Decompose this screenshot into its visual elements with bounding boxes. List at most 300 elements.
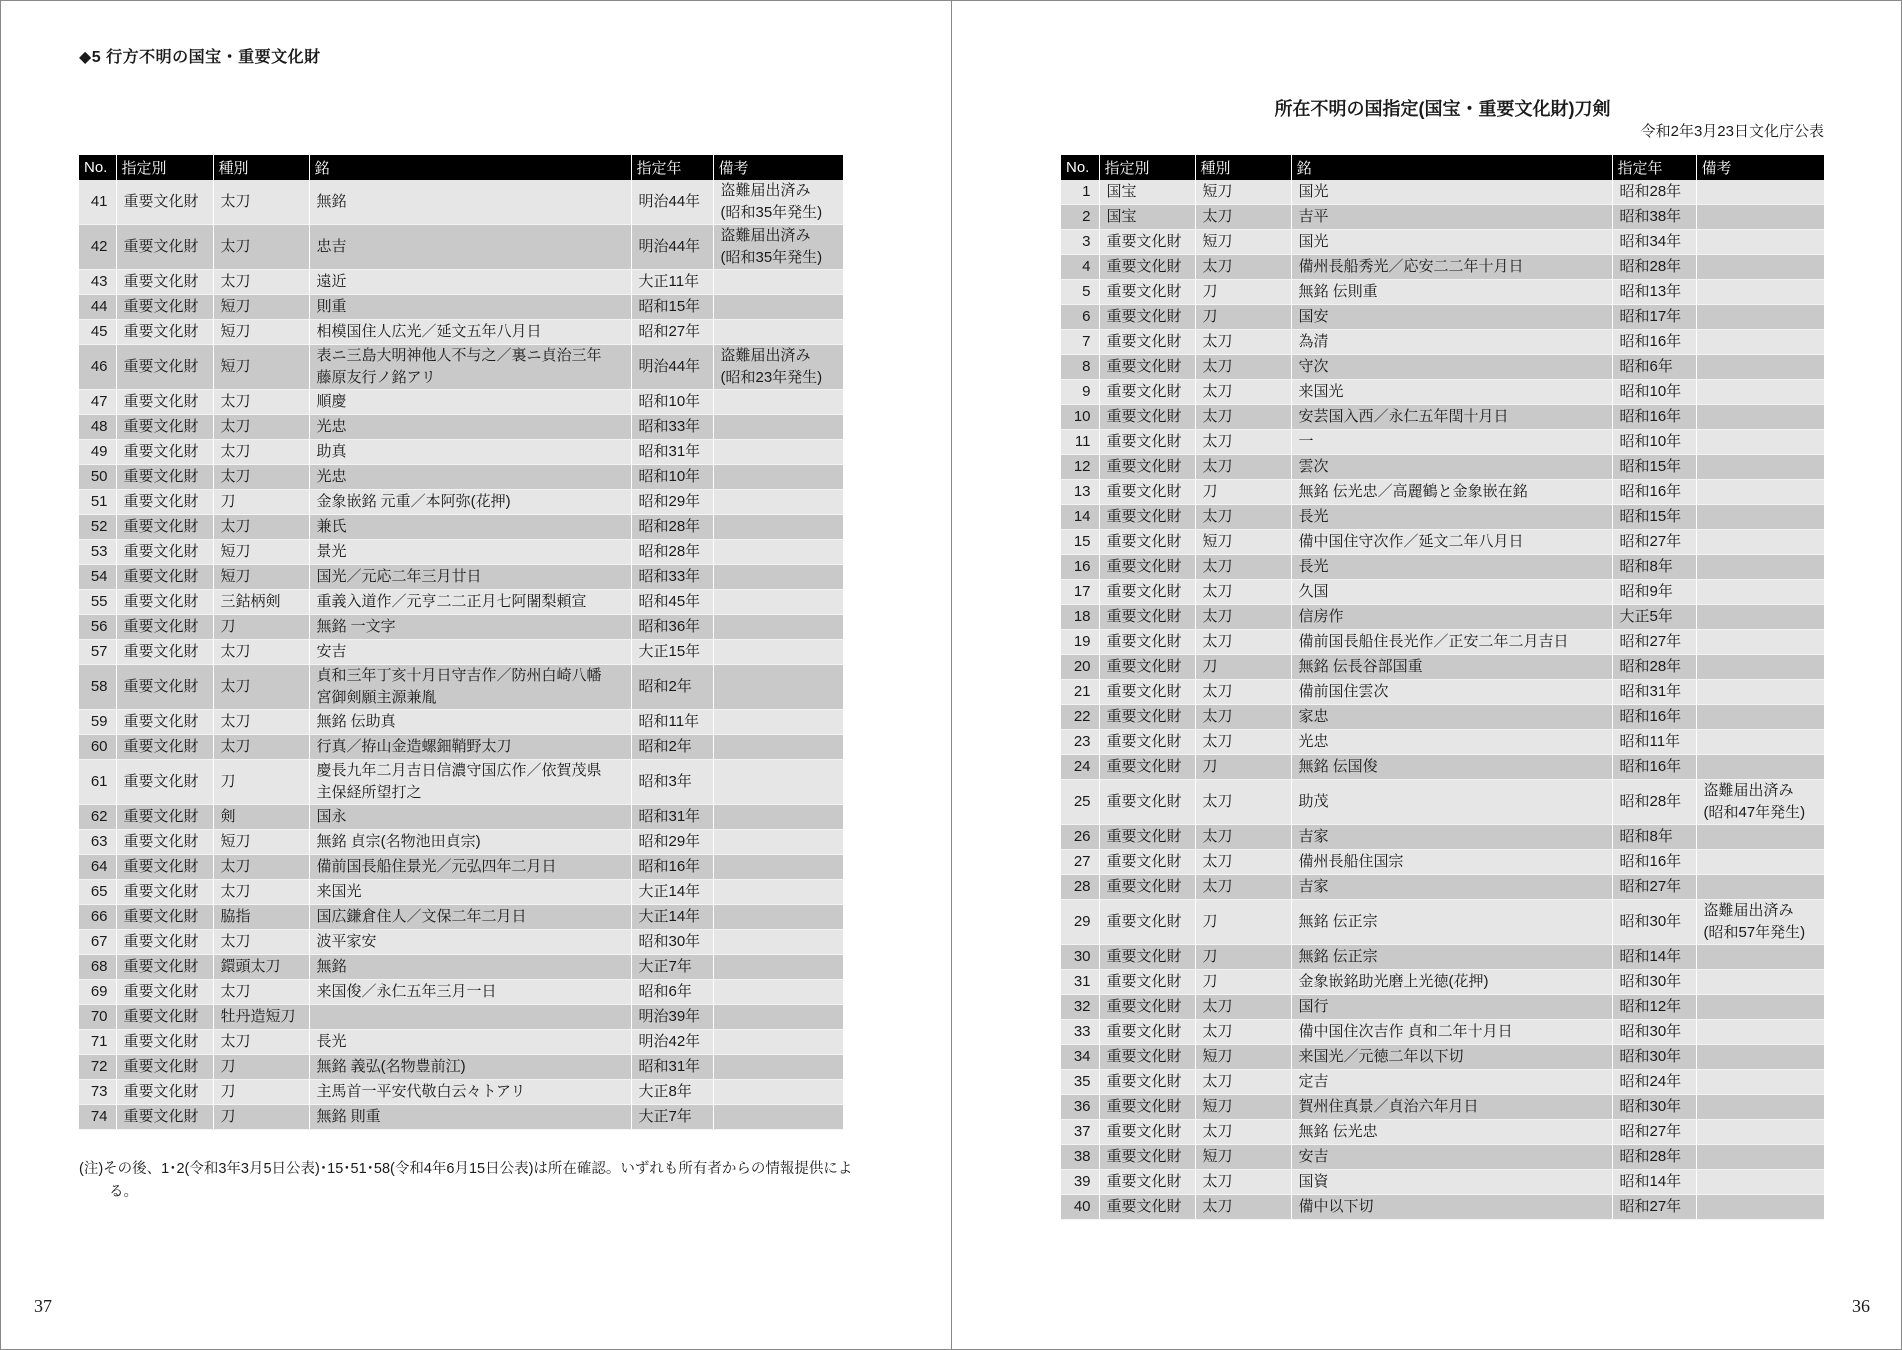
- cell-designation: 重要文化財: [116, 1055, 213, 1080]
- table-row: [1061, 405, 1824, 430]
- cell-inscription: 無銘 伝則重: [1291, 280, 1612, 305]
- cell-type: 刀: [1195, 655, 1291, 680]
- cell-designation-year: 昭和8年: [1612, 825, 1696, 850]
- cell-designation: 重要文化財: [1099, 780, 1195, 825]
- cell-type: 短刀: [1195, 1045, 1291, 1070]
- cell-designation-year: 明治44年: [631, 180, 713, 225]
- cell-remarks: [1696, 680, 1824, 705]
- cell-designation: 重要文化財: [1099, 825, 1195, 850]
- cell-no: 62: [79, 805, 116, 830]
- cell-designation: 重要文化財: [116, 590, 213, 615]
- cell-inscription: 慶長九年二月吉日信濃守国広作／依賀茂県 主保経所望打之: [309, 760, 631, 805]
- cell-designation: 重要文化財: [1099, 505, 1195, 530]
- cell-designation: 重要文化財: [116, 540, 213, 565]
- cell-no: 64: [79, 855, 116, 880]
- table-row: [79, 805, 843, 830]
- cell-no: 1: [1061, 180, 1099, 205]
- cell-type: 太刀: [213, 930, 309, 955]
- cell-type: 剣: [213, 805, 309, 830]
- table-row: [1061, 850, 1824, 875]
- cell-designation-year: 昭和16年: [1612, 850, 1696, 875]
- table-row: [1061, 1045, 1824, 1070]
- cell-inscription: 来国光: [309, 880, 631, 905]
- table-row: [1061, 430, 1824, 455]
- cell-designation-year: 昭和27年: [1612, 875, 1696, 900]
- cell-designation: 重要文化財: [1099, 255, 1195, 280]
- table-row: [1061, 330, 1824, 355]
- cell-designation-year: 大正5年: [1612, 605, 1696, 630]
- cell-type: 短刀: [213, 320, 309, 345]
- cell-inscription: 吉平: [1291, 205, 1612, 230]
- cell-no: 56: [79, 615, 116, 640]
- cell-designation-year: 昭和29年: [631, 830, 713, 855]
- cell-type: 太刀: [213, 390, 309, 415]
- cell-type: 太刀: [1195, 255, 1291, 280]
- cell-remarks: [1696, 330, 1824, 355]
- cell-designation-year: 昭和3年: [631, 760, 713, 805]
- table-row: [79, 640, 843, 665]
- cell-inscription: 安吉: [309, 640, 631, 665]
- cell-no: 3: [1061, 230, 1099, 255]
- cell-designation: 重要文化財: [1099, 875, 1195, 900]
- cell-inscription: 国広鎌倉住人／文保二年二月日: [309, 905, 631, 930]
- table-row: [1061, 705, 1824, 730]
- cell-remarks: [713, 270, 843, 295]
- cell-designation: 重要文化財: [1099, 405, 1195, 430]
- cell-designation: 重要文化財: [1099, 970, 1195, 995]
- cell-designation-year: 昭和28年: [631, 540, 713, 565]
- cell-type: 太刀: [213, 880, 309, 905]
- cell-designation-year: 昭和17年: [1612, 305, 1696, 330]
- cell-no: 69: [79, 980, 116, 1005]
- cell-designation: 重要文化財: [116, 390, 213, 415]
- cell-remarks: [713, 830, 843, 855]
- cell-type: 太刀: [1195, 405, 1291, 430]
- cell-no: 15: [1061, 530, 1099, 555]
- cell-designation-year: 昭和28年: [1612, 180, 1696, 205]
- cell-designation-year: 昭和45年: [631, 590, 713, 615]
- cell-no: 37: [1061, 1120, 1099, 1145]
- cell-no: 11: [1061, 430, 1099, 455]
- cell-designation: 重要文化財: [1099, 850, 1195, 875]
- cell-inscription: 無銘 貞宗(名物池田貞宗): [309, 830, 631, 855]
- cell-designation-year: 昭和10年: [1612, 380, 1696, 405]
- table-row: [79, 415, 843, 440]
- cell-no: 32: [1061, 995, 1099, 1020]
- cell-designation: 重要文化財: [1099, 1095, 1195, 1120]
- cell-type: 鐶頭太刀: [213, 955, 309, 980]
- cell-designation: 重要文化財: [116, 665, 213, 710]
- cell-designation-year: 昭和31年: [631, 1055, 713, 1080]
- cell-designation: 重要文化財: [116, 955, 213, 980]
- cell-designation: 重要文化財: [1099, 305, 1195, 330]
- cell-type: 太刀: [213, 270, 309, 295]
- cell-no: 40: [1061, 1195, 1099, 1220]
- cell-inscription: 国光: [1291, 180, 1612, 205]
- cell-designation-year: 昭和12年: [1612, 995, 1696, 1020]
- cell-designation-year: 昭和27年: [1612, 530, 1696, 555]
- cell-no: 44: [79, 295, 116, 320]
- cell-type: 太刀: [1195, 580, 1291, 605]
- cell-designation: 重要文化財: [116, 640, 213, 665]
- table-row: [1061, 505, 1824, 530]
- cell-no: 65: [79, 880, 116, 905]
- cell-designation: 重要文化財: [1099, 430, 1195, 455]
- cell-remarks: [1696, 230, 1824, 255]
- cell-inscription: 来国光: [1291, 380, 1612, 405]
- footnote: (注)その後、1･2(令和3年3月5日公表)･15･51･58(令和4年6月15日公表)は所在確認。いずれも所有者からの情報提供による。: [79, 1161, 853, 1200]
- cell-inscription: 順慶: [309, 390, 631, 415]
- cell-inscription: 国光／元応二年三月廿日: [309, 565, 631, 590]
- cell-designation-year: 昭和15年: [631, 295, 713, 320]
- cell-type: 太刀: [1195, 825, 1291, 850]
- table-row: [79, 225, 843, 270]
- cell-inscription: 来国俊／永仁五年三月一日: [309, 980, 631, 1005]
- table-row: [1061, 305, 1824, 330]
- cell-remarks: [713, 1030, 843, 1055]
- cell-designation-year: 昭和31年: [631, 805, 713, 830]
- cell-type: 太刀: [1195, 1195, 1291, 1220]
- cell-designation-year: 昭和24年: [1612, 1070, 1696, 1095]
- cell-designation-year: 昭和33年: [631, 415, 713, 440]
- cell-type: 太刀: [213, 225, 309, 270]
- cell-designation: 重要文化財: [116, 1005, 213, 1030]
- cell-remarks: [713, 930, 843, 955]
- cell-inscription: 主馬首一平安代敬白云々トアリ: [309, 1080, 631, 1105]
- cell-designation-year: 大正14年: [631, 905, 713, 930]
- table-header-row: [1061, 155, 1824, 180]
- cell-remarks: [713, 465, 843, 490]
- cell-no: 31: [1061, 970, 1099, 995]
- cell-no: 22: [1061, 705, 1099, 730]
- cell-type: 太刀: [213, 665, 309, 710]
- cell-type: 太刀: [213, 180, 309, 225]
- cell-type: 刀: [213, 1055, 309, 1080]
- cell-designation-year: 昭和28年: [1612, 655, 1696, 680]
- cell-inscription: 無銘 伝長谷部国重: [1291, 655, 1612, 680]
- cell-inscription: 遠近: [309, 270, 631, 295]
- cell-designation-year: 明治44年: [631, 345, 713, 390]
- cell-inscription: 長光: [1291, 505, 1612, 530]
- cell-inscription: 備前国長船住景光／元弘四年二月日: [309, 855, 631, 880]
- column-header-designation-year: 指定年: [631, 155, 713, 180]
- cell-type: 短刀: [213, 565, 309, 590]
- table-row: [79, 980, 843, 1005]
- cell-inscription: 助真: [309, 440, 631, 465]
- cell-no: 20: [1061, 655, 1099, 680]
- section-heading: ◆5 行方不明の国宝・重要文化財: [79, 49, 321, 66]
- cell-no: 54: [79, 565, 116, 590]
- cell-no: 10: [1061, 405, 1099, 430]
- cell-remarks: [713, 955, 843, 980]
- table-row: [1061, 480, 1824, 505]
- cell-inscription: 信房作: [1291, 605, 1612, 630]
- table-row: [1061, 1120, 1824, 1145]
- cell-type: 刀: [1195, 900, 1291, 945]
- cell-no: 42: [79, 225, 116, 270]
- cell-inscription: 国永: [309, 805, 631, 830]
- cell-inscription: 備前国住雲次: [1291, 680, 1612, 705]
- cell-inscription: 兼氏: [309, 515, 631, 540]
- cell-type: 刀: [1195, 945, 1291, 970]
- cell-no: 21: [1061, 680, 1099, 705]
- cell-remarks: 盗難届出済み (昭和35年発生): [713, 180, 843, 225]
- cell-inscription: 光忠: [309, 465, 631, 490]
- cell-remarks: [1696, 305, 1824, 330]
- cell-type: 刀: [1195, 755, 1291, 780]
- cell-remarks: [1696, 850, 1824, 875]
- cell-remarks: [1696, 505, 1824, 530]
- cell-type: 太刀: [1195, 1170, 1291, 1195]
- cell-designation: 重要文化財: [116, 440, 213, 465]
- table-row: [79, 735, 843, 760]
- cell-no: 71: [79, 1030, 116, 1055]
- cell-remarks: [1696, 480, 1824, 505]
- cell-designation-year: 昭和8年: [1612, 555, 1696, 580]
- cell-inscription: 備中国住次吉作 貞和二年十月日: [1291, 1020, 1612, 1045]
- cell-designation: 重要文化財: [116, 1080, 213, 1105]
- cell-remarks: [1696, 555, 1824, 580]
- cell-type: 三鈷柄剣: [213, 590, 309, 615]
- cell-designation-year: 昭和28年: [1612, 780, 1696, 825]
- cell-remarks: [1696, 705, 1824, 730]
- cell-designation-year: 昭和16年: [1612, 405, 1696, 430]
- cell-remarks: [1696, 655, 1824, 680]
- cell-type: 太刀: [1195, 205, 1291, 230]
- cell-designation: 重要文化財: [1099, 1145, 1195, 1170]
- cell-no: 6: [1061, 305, 1099, 330]
- table-row: [1061, 605, 1824, 630]
- column-header-no: No.: [1061, 155, 1099, 180]
- cell-designation: 重要文化財: [1099, 605, 1195, 630]
- table-row: [79, 1080, 843, 1105]
- cell-designation-year: 大正8年: [631, 1080, 713, 1105]
- cell-designation: 重要文化財: [116, 415, 213, 440]
- cell-remarks: [1696, 355, 1824, 380]
- cell-remarks: [713, 490, 843, 515]
- publication-date: 令和2年3月23日文化庁公表: [1640, 123, 1824, 140]
- cell-remarks: [713, 440, 843, 465]
- cell-remarks: [713, 615, 843, 640]
- cell-inscription: 光忠: [309, 415, 631, 440]
- cell-designation: 重要文化財: [116, 930, 213, 955]
- page-number-left: 37: [34, 1296, 52, 1316]
- cell-no: 17: [1061, 580, 1099, 605]
- cell-type: 脇指: [213, 905, 309, 930]
- cell-remarks: [713, 1005, 843, 1030]
- cell-no: 19: [1061, 630, 1099, 655]
- column-header-type: 種別: [1195, 155, 1291, 180]
- cell-type: 太刀: [1195, 995, 1291, 1020]
- missing-swords-table-continued: [79, 155, 843, 1130]
- cell-designation: 重要文化財: [116, 1030, 213, 1055]
- cell-remarks: [713, 980, 843, 1005]
- cell-inscription: 国資: [1291, 1170, 1612, 1195]
- cell-designation-year: 昭和27年: [1612, 630, 1696, 655]
- cell-designation: 重要文化財: [116, 515, 213, 540]
- table-row: [1061, 1145, 1824, 1170]
- table-row: [79, 1055, 843, 1080]
- cell-designation: 重要文化財: [1099, 945, 1195, 970]
- cell-remarks: [1696, 580, 1824, 605]
- cell-designation-year: 明治39年: [631, 1005, 713, 1030]
- cell-no: 50: [79, 465, 116, 490]
- cell-no: 72: [79, 1055, 116, 1080]
- cell-type: 短刀: [213, 540, 309, 565]
- cell-no: 9: [1061, 380, 1099, 405]
- cell-designation: 重要文化財: [1099, 380, 1195, 405]
- table-row: [79, 295, 843, 320]
- table-row: [79, 320, 843, 345]
- cell-no: 36: [1061, 1095, 1099, 1120]
- cell-designation: 重要文化財: [116, 225, 213, 270]
- cell-inscription: 久国: [1291, 580, 1612, 605]
- cell-designation: 重要文化財: [116, 270, 213, 295]
- table-row: [1061, 280, 1824, 305]
- table-row: [1061, 970, 1824, 995]
- cell-remarks: [713, 565, 843, 590]
- cell-designation-year: 昭和13年: [1612, 280, 1696, 305]
- cell-type: 太刀: [213, 515, 309, 540]
- cell-no: 2: [1061, 205, 1099, 230]
- cell-designation-year: 昭和27年: [1612, 1195, 1696, 1220]
- cell-inscription: 金象嵌銘 元重／本阿弥(花押): [309, 490, 631, 515]
- cell-inscription: 忠吉: [309, 225, 631, 270]
- cell-inscription: 守次: [1291, 355, 1612, 380]
- cell-no: 74: [79, 1105, 116, 1130]
- table-row: [79, 590, 843, 615]
- cell-designation-year: 昭和15年: [1612, 455, 1696, 480]
- cell-designation-year: 昭和6年: [1612, 355, 1696, 380]
- cell-designation: 重要文化財: [116, 880, 213, 905]
- cell-inscription: 景光: [309, 540, 631, 565]
- cell-remarks: [1696, 1095, 1824, 1120]
- cell-remarks: [713, 710, 843, 735]
- cell-no: 70: [79, 1005, 116, 1030]
- table-row: [1061, 1170, 1824, 1195]
- cell-no: 39: [1061, 1170, 1099, 1195]
- cell-designation: 重要文化財: [1099, 1045, 1195, 1070]
- cell-type: 短刀: [1195, 530, 1291, 555]
- cell-remarks: [1696, 1070, 1824, 1095]
- table-row: [1061, 995, 1824, 1020]
- cell-remarks: [713, 295, 843, 320]
- cell-designation-year: 昭和30年: [1612, 1020, 1696, 1045]
- table-row: [1061, 355, 1824, 380]
- cell-designation: 重要文化財: [1099, 730, 1195, 755]
- cell-no: 73: [79, 1080, 116, 1105]
- cell-inscription: 表ニ三島大明神他人不与之／裏ニ貞治三年 藤原友行ノ銘アリ: [309, 345, 631, 390]
- cell-type: 刀: [1195, 305, 1291, 330]
- cell-no: 47: [79, 390, 116, 415]
- table-row: [1061, 1095, 1824, 1120]
- table-row: [1061, 530, 1824, 555]
- cell-inscription: 吉家: [1291, 825, 1612, 850]
- cell-type: 短刀: [213, 295, 309, 320]
- cell-type: 刀: [1195, 970, 1291, 995]
- cell-designation-year: 明治42年: [631, 1030, 713, 1055]
- cell-type: 刀: [1195, 280, 1291, 305]
- cell-no: 7: [1061, 330, 1099, 355]
- cell-remarks: [1696, 755, 1824, 780]
- cell-remarks: 盗難届出済み (昭和35年発生): [713, 225, 843, 270]
- cell-type: 太刀: [213, 465, 309, 490]
- table-row: [79, 440, 843, 465]
- cell-no: 43: [79, 270, 116, 295]
- cell-designation-year: 昭和10年: [631, 465, 713, 490]
- cell-remarks: [713, 390, 843, 415]
- cell-no: 30: [1061, 945, 1099, 970]
- cell-inscription: 無銘 伝国俊: [1291, 755, 1612, 780]
- table-row: [79, 905, 843, 930]
- cell-designation-year: 昭和30年: [1612, 1045, 1696, 1070]
- cell-inscription: 無銘 一文字: [309, 615, 631, 640]
- cell-no: 68: [79, 955, 116, 980]
- cell-no: 23: [1061, 730, 1099, 755]
- column-header-inscription: 銘: [1291, 155, 1612, 180]
- cell-designation-year: 大正11年: [631, 270, 713, 295]
- cell-designation-year: 昭和16年: [1612, 755, 1696, 780]
- table-row: [1061, 455, 1824, 480]
- cell-designation: 重要文化財: [116, 980, 213, 1005]
- cell-no: 53: [79, 540, 116, 565]
- cell-remarks: [713, 760, 843, 805]
- table-row: [1061, 900, 1824, 945]
- cell-no: 13: [1061, 480, 1099, 505]
- cell-type: 太刀: [1195, 730, 1291, 755]
- cell-remarks: [713, 320, 843, 345]
- table-row: [79, 615, 843, 640]
- table-row: [1061, 655, 1824, 680]
- cell-inscription: 国安: [1291, 305, 1612, 330]
- table-row: [79, 1105, 843, 1130]
- cell-designation-year: 昭和29年: [631, 490, 713, 515]
- cell-remarks: [713, 855, 843, 880]
- cell-inscription: 光忠: [1291, 730, 1612, 755]
- document-title: 所在不明の国指定(国宝・重要文化財)刀剣: [1274, 99, 1611, 119]
- cell-remarks: [713, 540, 843, 565]
- cell-no: 28: [1061, 875, 1099, 900]
- cell-designation: 重要文化財: [116, 735, 213, 760]
- cell-no: 12: [1061, 455, 1099, 480]
- cell-designation-year: 大正7年: [631, 955, 713, 980]
- table-row: [79, 710, 843, 735]
- cell-designation: 国宝: [1099, 180, 1195, 205]
- cell-remarks: [1696, 995, 1824, 1020]
- cell-inscription: 家忠: [1291, 705, 1612, 730]
- cell-inscription: 為清: [1291, 330, 1612, 355]
- cell-designation: 重要文化財: [1099, 580, 1195, 605]
- cell-designation-year: 昭和31年: [1612, 680, 1696, 705]
- cell-inscription: 則重: [309, 295, 631, 320]
- cell-no: 63: [79, 830, 116, 855]
- cell-designation: 重要文化財: [1099, 1070, 1195, 1095]
- cell-designation: 重要文化財: [1099, 1170, 1195, 1195]
- cell-type: 太刀: [213, 640, 309, 665]
- table-row: [1061, 875, 1824, 900]
- cell-no: 60: [79, 735, 116, 760]
- cell-remarks: [1696, 430, 1824, 455]
- cell-no: 25: [1061, 780, 1099, 825]
- cell-designation-year: 昭和10年: [631, 390, 713, 415]
- cell-designation: 重要文化財: [116, 805, 213, 830]
- cell-no: 8: [1061, 355, 1099, 380]
- cell-remarks: [1696, 280, 1824, 305]
- cell-inscription: 備中以下切: [1291, 1195, 1612, 1220]
- cell-no: 14: [1061, 505, 1099, 530]
- table-row: [1061, 945, 1824, 970]
- cell-designation: 重要文化財: [116, 1105, 213, 1130]
